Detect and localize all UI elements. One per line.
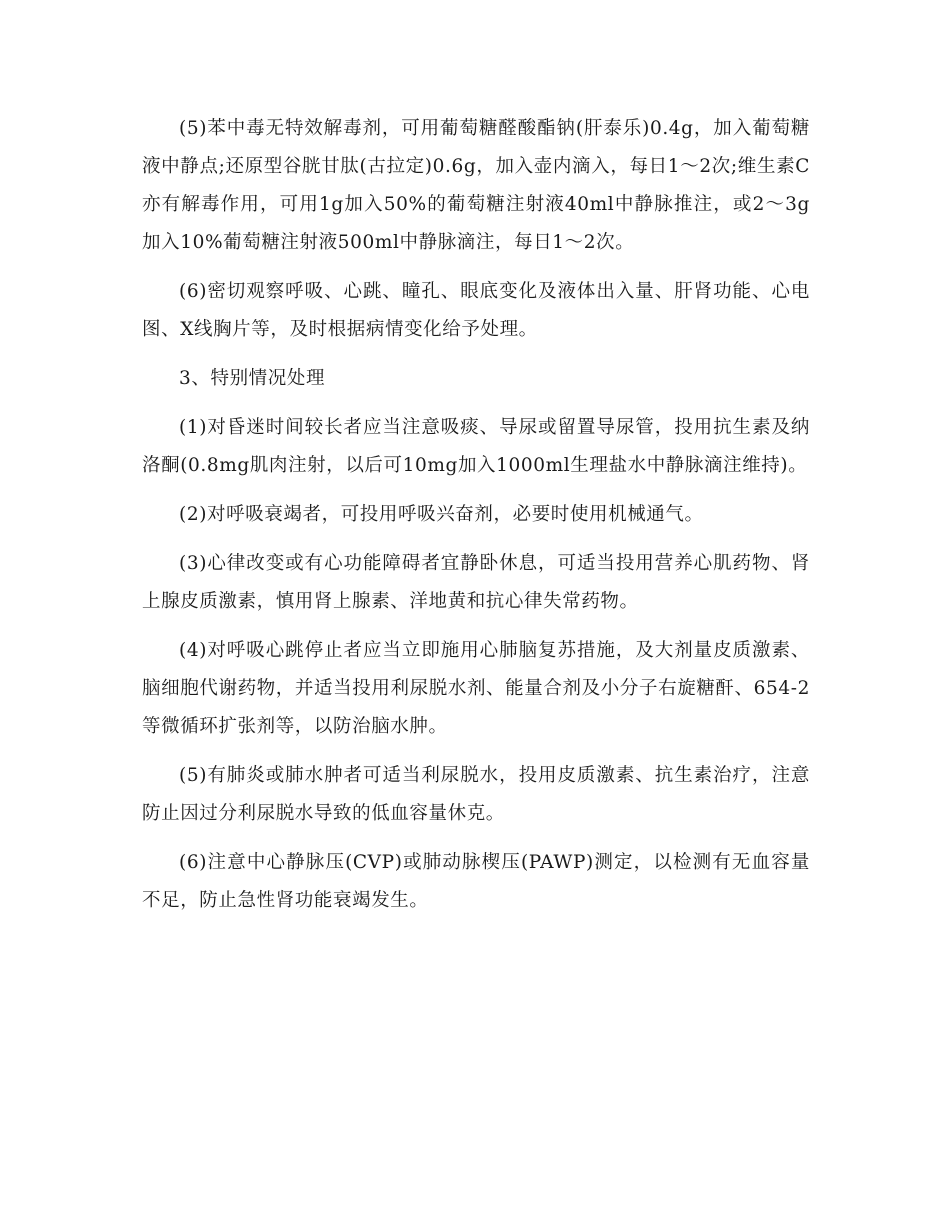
paragraph-cardiopulmonary-arrest: (4)对呼吸心跳停止者应当立即施用心肺脑复苏措施，及大剂量皮质激素、脑细胞代谢药物，并适当投用利尿脱水剂、能量合剂及小分子右旋糖酐、654-2等微循环扩张剂等，以防治脑水肿。 (142, 640, 810, 737)
paragraph-coma-care: (1)对昏迷时间较长者应当注意吸痰、导尿或留置导尿管，投用抗生素及纳洛酮(0.8mg肌肉注射，以后可10mg加入1000ml生理盐水中静脉滴注维持)。 (142, 417, 810, 476)
paragraph-monitoring: (6)密切观察呼吸、心跳、瞳孔、眼底变化及液体出入量、肝肾功能、心电图、X线胸片等，及时根据病情变化给予处理。 (142, 281, 810, 340)
paragraph-cvp-pawp: (6)注意中心静脉压(CVP)或肺动脉楔压(PAWP)测定，以检测有无血容量不足，防止急性肾功能衰竭发生。 (142, 852, 810, 911)
paragraph-benzene-antidote: (5)苯中毒无特效解毒剂，可用葡萄糖醛酸酯钠(肝泰乐)0.4g，加入葡萄糖液中静点;还原型谷胱甘肽(古拉定)0.6g，加入壶内滴入，每日1～2次;维生素C亦有解毒作用，可用1g加入50%的葡萄糖注射液40ml中静脉推注，或2～3g加入10%葡萄糖注射液500ml中静脉滴注，每日1～2次。 (142, 118, 810, 253)
paragraph-pneumonia-edema: (5)有肺炎或肺水肿者可适当利尿脱水，投用皮质激素、抗生素治疗，注意防止因过分利尿脱水导致的低血容量休克。 (142, 765, 810, 824)
paragraph-cardiac-dysfunction: (3)心律改变或有心功能障碍者宜静卧休息，可适当投用营养心肌药物、肾上腺皮质激素，慎用肾上腺素、洋地黄和抗心律失常药物。 (142, 553, 810, 612)
section-heading-special-situations: 3、特别情况处理 (179, 368, 326, 389)
paragraph-respiratory-failure: (2)对呼吸衰竭者，可投用呼吸兴奋剂，必要时使用机械通气。 (179, 504, 704, 525)
document-body (142, 110, 810, 931)
